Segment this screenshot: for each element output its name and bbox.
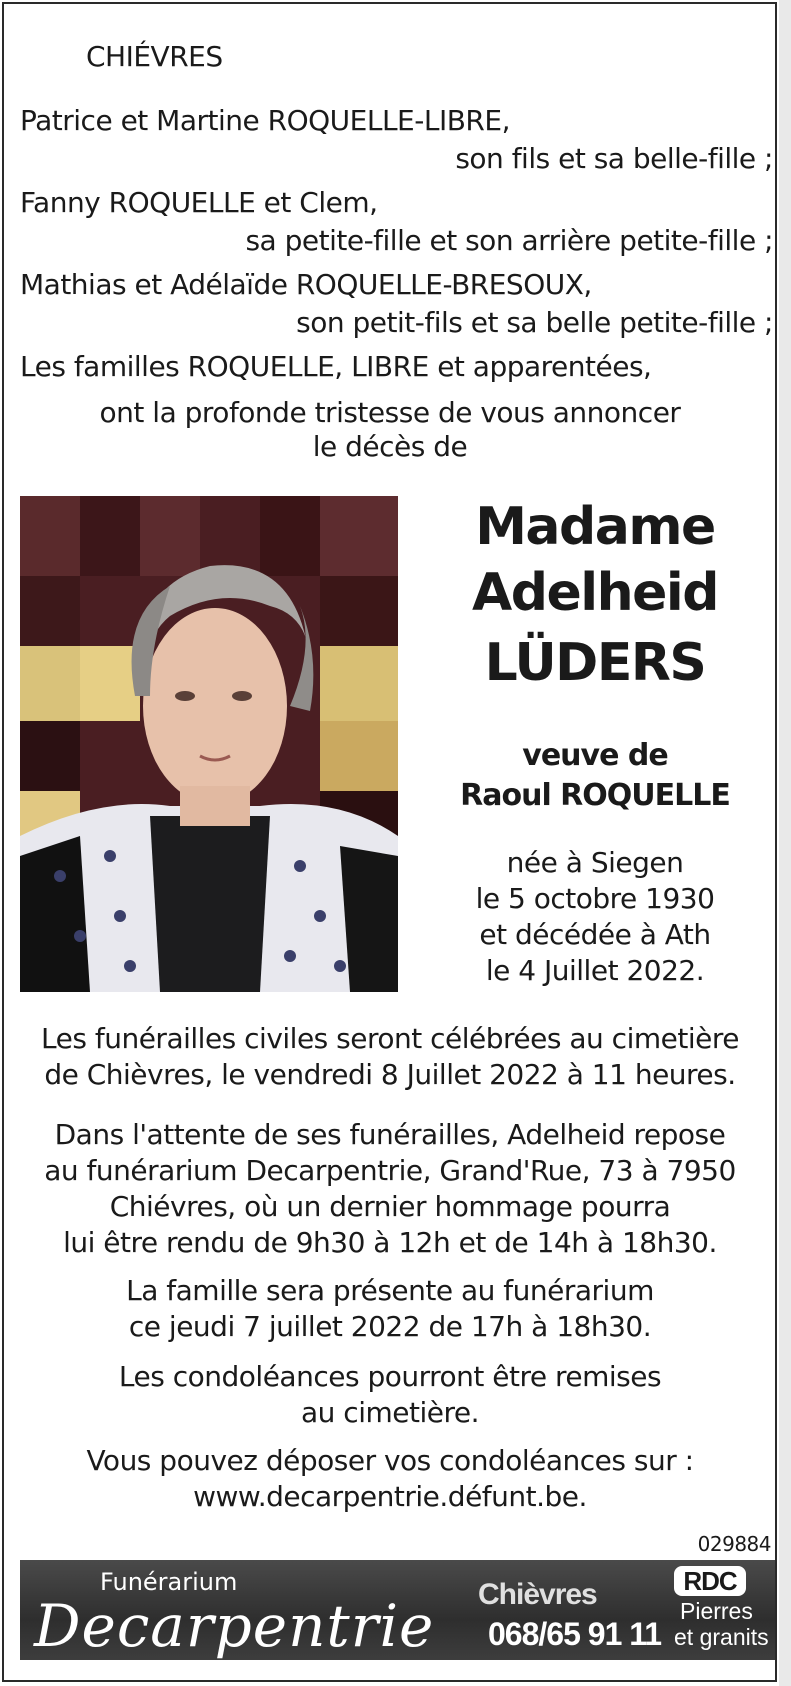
condolences-line-2: au cimetière. <box>301 1396 479 1429</box>
repose-line-1: Dans l'attente de ses funérailles, Adelheid repose <box>54 1118 726 1151</box>
funeral-home-banner <box>20 1560 775 1660</box>
banner-phone: 068/65 91 11 <box>488 1616 662 1652</box>
portrait-illustration <box>20 496 398 992</box>
repose-line-3: Chiévres, où un dernier hommage pourra <box>109 1190 671 1223</box>
banner-company-logo: Decarpentrie <box>34 1592 435 1660</box>
condolences-line-3: Vous pouvez déposer vos condoléances sur : <box>86 1444 694 1477</box>
repose-line-4: lui être rendu de 9h30 à 12h et de 14h à 18h30. <box>63 1226 717 1259</box>
deceased-first-name: Adelheid <box>472 563 718 623</box>
family-line-4-name: Les familles ROQUELLE, LIBRE et apparentées, <box>20 350 652 383</box>
family-presence-line-2: ce jeudi 7 juillet 2022 de 17h à 18h30. <box>128 1310 652 1343</box>
repose-line-2: au funérarium Decarpentrie, Grand'Rue, 73 à 7950 <box>44 1154 736 1187</box>
family-line-1-name: Patrice et Martine ROQUELLE-LIBRE, <box>20 104 510 137</box>
spouse-name: Raoul ROQUELLE <box>460 778 730 813</box>
family-line-3-relation: son petit-fils et sa belle petite-fille ; <box>296 306 773 339</box>
family-line-1-relation: son fils et sa belle-fille ; <box>455 142 773 175</box>
condolences-line-1: Les condoléances pourront être remises <box>118 1360 662 1393</box>
death-date: le 4 Juillet 2022. <box>485 954 705 987</box>
condolences-url[interactable]: www.decarpentrie.défunt.be. <box>193 1480 587 1513</box>
banner-funerarium: Funérarium <box>100 1568 238 1596</box>
family-line-3-name: Mathias et Adélaïde ROQUELLE-BRESOUX, <box>20 268 592 301</box>
widow-label: veuve de <box>522 738 668 773</box>
page-edge-strip <box>779 0 791 1686</box>
birth-date: le 5 octobre 1930 <box>475 882 715 915</box>
rdc-logo: RDC <box>674 1566 746 1596</box>
banner-city: Chièvres <box>478 1578 597 1611</box>
birth-place: née à Siegen <box>506 846 684 879</box>
reference-number: 029884 <box>697 1532 771 1556</box>
funeral-line-1: Les funérailles civiles seront célébrées au cimetière <box>41 1022 739 1055</box>
portrait-photo <box>20 496 398 992</box>
family-line-2-name: Fanny ROQUELLE et Clem, <box>20 186 378 219</box>
family-presence-line-1: La famille sera présente au funérarium <box>126 1274 654 1307</box>
funeral-line-2: de Chièvres, le vendredi 8 Juillet 2022 à 11 heures. <box>44 1058 736 1091</box>
announcement-line-2: le décès de <box>312 430 468 463</box>
deceased-last-name: LÜDERS <box>484 633 706 693</box>
banner-pierres: Pierres <box>680 1598 753 1624</box>
town-header: CHIÉVRES <box>86 40 223 73</box>
death-place: et décédée à Ath <box>479 918 711 951</box>
announcement-line-1: ont la profonde tristesse de vous annoncer <box>99 396 681 429</box>
deceased-title: Madame <box>475 497 715 557</box>
banner-granits: et granits <box>674 1624 769 1650</box>
family-line-2-relation: sa petite-fille et son arrière petite-fille ; <box>245 224 773 257</box>
